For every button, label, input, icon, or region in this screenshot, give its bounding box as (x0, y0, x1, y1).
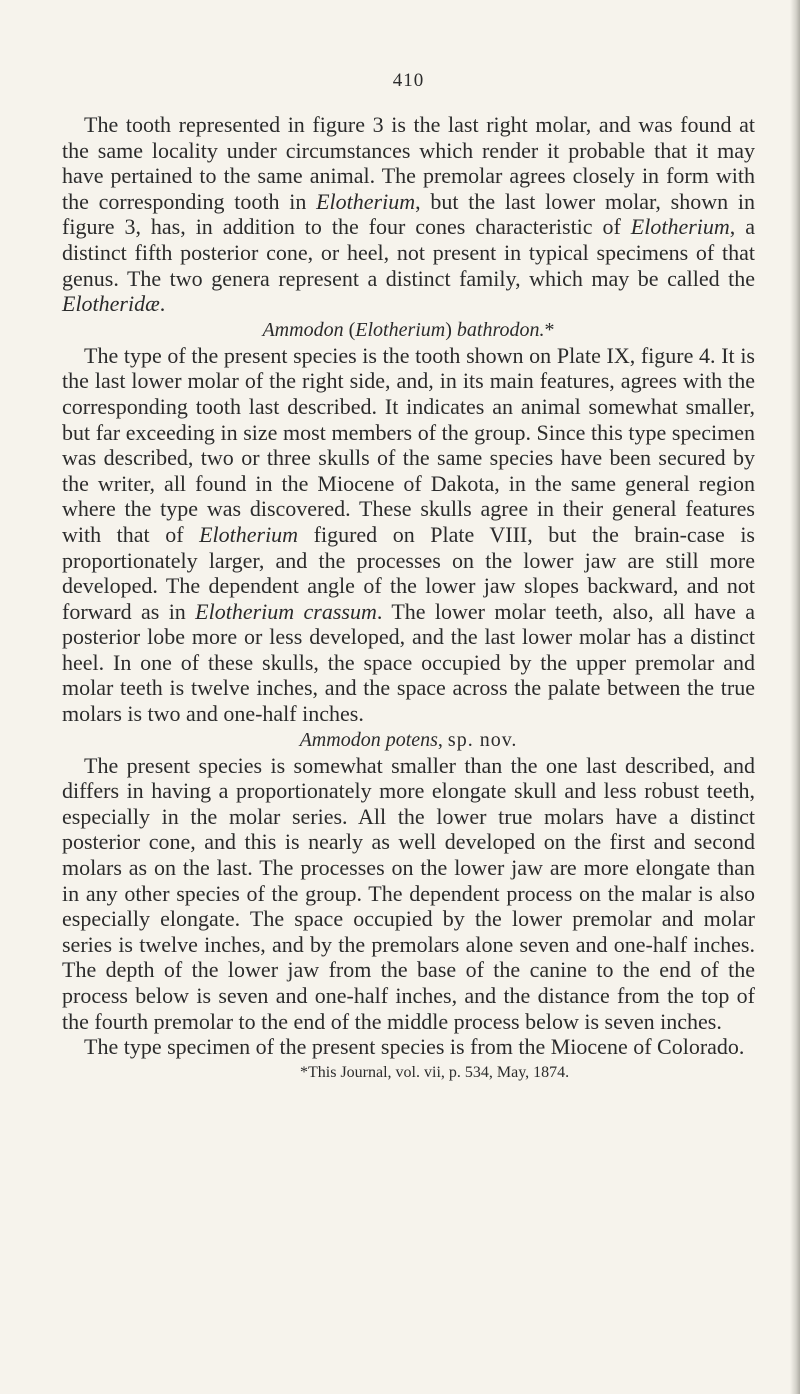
genus-name: Ammodon (262, 318, 344, 341)
genus-name: Elotherium (199, 521, 299, 547)
page-number: 410 (392, 70, 425, 91)
footnote-marker: * (544, 318, 555, 341)
paragraph-potens: The present species is somewhat smaller than the one last described, and differs in having a proportionately more elongate skull and less robust teeth, especially in the molar series. All the lower true molars have a distinct posterior cone, and this is nearly as well developed on the first and second molars as on the last. The processes on the lower jaw are more elongate than in any other species of the group. The dependent process on the malar is also especially elongate. The space occupied by the lower premolar and molar series is twelve inches, and by the premolars alone seven and one-half inches. The depth of the lower jaw from the base of the canine to the end of the process below is seven and one-half inches, and the distance from the top of the fourth premolar to the end of the middle process below is seven inches. (62, 752, 755, 1034)
genus-name: Elotherium (316, 188, 416, 214)
text-run: ) (445, 318, 457, 341)
text-run: , but the last lower molar, shown in figure 3, has, in addition to the four cones characteristic of (62, 188, 755, 240)
family-name: Elotheridæ (62, 291, 160, 317)
text-run: The type of the present species is the tooth shown on Plate IX, figure 4. It is the last lower molar of the right side, and, in its main features, agrees with the corresponding tooth last described. It indicates an animal somewhat smaller, but far exceeding in size most members of the group. Since this type specimen was described, two or three skulls of the same species have been secured by the writer, all found in the Miocene of Dakota, in the same general region where the type was discovered. These skulls agree in their general features with that of (62, 342, 755, 547)
species-name: Elotherium crassum (195, 598, 377, 624)
footnote: *This Journal, vol. vii, p. 534, May, 1874. (300, 1063, 570, 1081)
text-run: figured on Plate VIII, but the brain-case is proportionately larger, and the processes on the lower jaw are still more developed. The dependent angle of the lower jaw slopes backward, and not forward as in (62, 521, 755, 624)
genus-name: Elotherium (630, 214, 730, 240)
species-name: Ammodon potens (299, 728, 438, 751)
species-heading-potens (62, 727, 755, 753)
text-run: , (437, 728, 448, 751)
page-edge-shadow (790, 0, 800, 1394)
species-heading-bathrodon (62, 317, 755, 343)
subgenus-name: Elotherium (355, 318, 446, 341)
text-run: . (159, 291, 166, 317)
species-name: bathrodon. (456, 318, 545, 341)
paragraph-tooth-description (62, 112, 755, 317)
species-abbreviation: sp. nov. (447, 728, 518, 751)
paragraph-type-locality: The type specimen of the present species is from the Miocene of Colorado. (84, 1034, 745, 1060)
text-run: The tooth represented in figure 3 is the last right molar, and was found at the same locality under circumstances which render it probable that it may have pertained to the same animal. The premolar agrees closely in form with the corresponding tooth in (62, 112, 755, 214)
paragraph-bathrodon (62, 343, 755, 727)
text-run: ( (343, 318, 356, 341)
text-run: . The lower molar teeth, also, all have a posterior lobe more or less developed, and the last lower molar has a distinct heel. In one of these skulls, the space occupied by the upper premolar and molar teeth is twelve inches, and the space across the palate between the true molars is two and one-half inches. (62, 598, 755, 727)
text-run: , a distinct fifth posterior cone, or heel, not present in typical specimens of that genus. The two genera represent a distinct family, which may be called the (62, 214, 755, 291)
book-page (62, 70, 755, 1084)
